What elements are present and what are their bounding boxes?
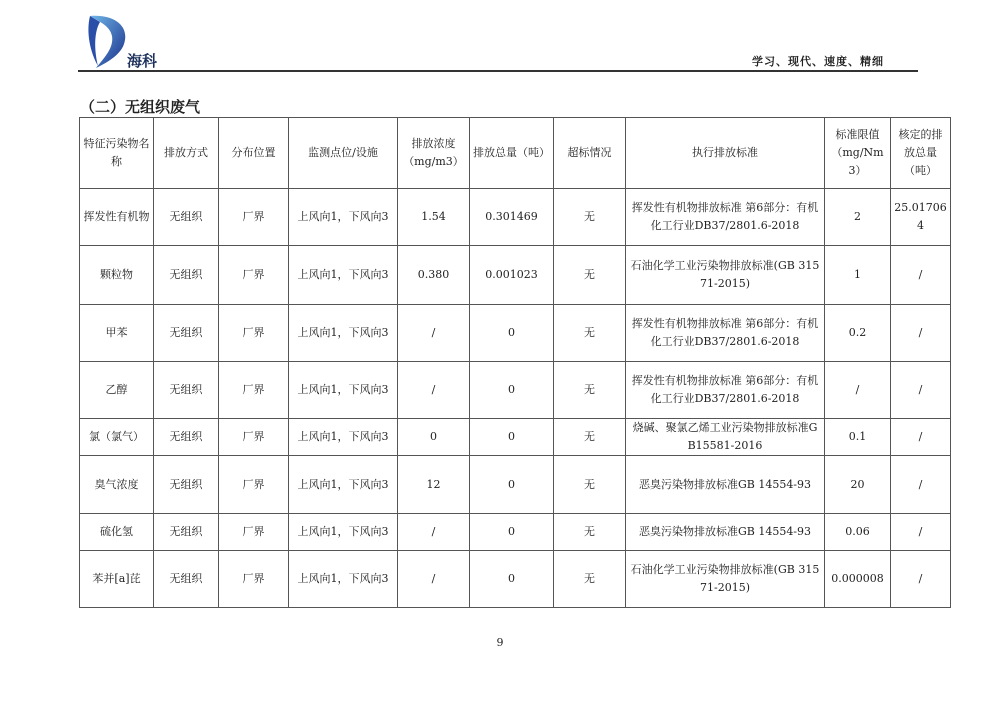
table-row: [80, 551, 951, 608]
column-header: 标准限值（mg/Nm3）: [825, 118, 891, 189]
table-cell: /: [891, 362, 951, 419]
table-cell: 上风向1，下风向3: [289, 362, 398, 419]
table-cell: 厂界: [219, 419, 289, 456]
table-cell: 无组织: [154, 246, 219, 305]
table-cell: 0.380: [398, 246, 470, 305]
table-row: [80, 514, 951, 551]
table-cell: 无组织: [154, 514, 219, 551]
table-cell: /: [398, 514, 470, 551]
column-header: 超标情况: [554, 118, 626, 189]
section-title: （二）无组织废气: [80, 98, 201, 116]
table-cell: 0: [470, 305, 554, 362]
column-header: 执行排放标准: [626, 118, 825, 189]
table-cell: 0.301469: [470, 189, 554, 246]
table-cell: 烧碱、聚氯乙烯工业污染物排放标准GB15581-2016: [626, 419, 825, 456]
table-cell: 1: [825, 246, 891, 305]
table-cell: 厂界: [219, 362, 289, 419]
header-slogan: 学习、现代、速度、精细: [752, 55, 884, 68]
column-header: 排放浓度（mg/m3）: [398, 118, 470, 189]
table-cell: 0.2: [825, 305, 891, 362]
table-cell: 石油化学工业污染物排放标准(GB 31571-2015): [626, 551, 825, 608]
table-cell: 上风向1，下风向3: [289, 189, 398, 246]
table-cell: 无组织: [154, 456, 219, 514]
table-cell: 甲苯: [80, 305, 154, 362]
header-divider: [78, 70, 918, 72]
column-header: 特征污染物名称: [80, 118, 154, 189]
table-cell: /: [398, 551, 470, 608]
table-cell: 颗粒物: [80, 246, 154, 305]
table-cell: 挥发性有机物排放标准 第6部分：有机化工行业DB37/2801.6-2018: [626, 189, 825, 246]
table-cell: 石油化学工业污染物排放标准(GB 31571-2015): [626, 246, 825, 305]
table-cell: 厂界: [219, 305, 289, 362]
table-cell: 乙醇: [80, 362, 154, 419]
table-cell: 20: [825, 456, 891, 514]
table-cell: 无组织: [154, 551, 219, 608]
column-header: 核定的排放总量（吨）: [891, 118, 951, 189]
table-cell: 厂界: [219, 456, 289, 514]
table-cell: 无: [554, 419, 626, 456]
table-cell: 2: [825, 189, 891, 246]
table-cell: 挥发性有机物: [80, 189, 154, 246]
table-cell: 厂界: [219, 551, 289, 608]
table-cell: 0: [470, 456, 554, 514]
column-header: 排放总量（吨）: [470, 118, 554, 189]
table-row: [80, 305, 951, 362]
table-header-row: [80, 118, 951, 189]
table-cell: 无: [554, 551, 626, 608]
table-cell: 恶臭污染物排放标准GB 14554-93: [626, 514, 825, 551]
table-cell: 上风向1，下风向3: [289, 456, 398, 514]
table-cell: 无: [554, 246, 626, 305]
table-cell: 0: [470, 419, 554, 456]
table-cell: 挥发性有机物排放标准 第6部分：有机化工行业DB37/2801.6-2018: [626, 305, 825, 362]
table-cell: 厂界: [219, 514, 289, 551]
column-header: 监测点位/设施: [289, 118, 398, 189]
table-row: [80, 246, 951, 305]
logo-text: 海科: [127, 52, 158, 70]
table-cell: 苯并[a]芘: [80, 551, 154, 608]
table-cell: 无: [554, 362, 626, 419]
table-cell: 上风向1，下风向3: [289, 419, 398, 456]
emissions-table: [79, 117, 951, 608]
table-row: [80, 189, 951, 246]
table-cell: 0: [470, 551, 554, 608]
table-cell: 0.000008: [825, 551, 891, 608]
table-row: [80, 419, 951, 456]
table-cell: /: [891, 514, 951, 551]
table-cell: 无: [554, 456, 626, 514]
page-number: 9: [496, 636, 504, 649]
table-cell: /: [398, 305, 470, 362]
table-row: [80, 456, 951, 514]
table-cell: 厂界: [219, 246, 289, 305]
table-cell: 1.54: [398, 189, 470, 246]
table-cell: 上风向1，下风向3: [289, 305, 398, 362]
table-cell: 无组织: [154, 305, 219, 362]
table-cell: 厂界: [219, 189, 289, 246]
table-cell: 恶臭污染物排放标准GB 14554-93: [626, 456, 825, 514]
table-cell: /: [398, 362, 470, 419]
table-cell: 0: [470, 514, 554, 551]
table-cell: 0: [398, 419, 470, 456]
table-cell: 无组织: [154, 362, 219, 419]
table-cell: /: [891, 419, 951, 456]
table-cell: 0.1: [825, 419, 891, 456]
table-cell: 挥发性有机物排放标准 第6部分：有机化工行业DB37/2801.6-2018: [626, 362, 825, 419]
column-header: 排放方式: [154, 118, 219, 189]
table-cell: 上风向1，下风向3: [289, 246, 398, 305]
table-cell: 无组织: [154, 419, 219, 456]
table-cell: 0: [470, 362, 554, 419]
table-cell: 无: [554, 514, 626, 551]
table-cell: 25.017064: [891, 189, 951, 246]
table-cell: 氯（氯气）: [80, 419, 154, 456]
table-cell: 上风向1，下风向3: [289, 551, 398, 608]
table-cell: /: [891, 246, 951, 305]
table-cell: 硫化氢: [80, 514, 154, 551]
table-cell: 无组织: [154, 189, 219, 246]
table-cell: /: [891, 551, 951, 608]
table-cell: 无: [554, 305, 626, 362]
table-cell: 12: [398, 456, 470, 514]
table-cell: 上风向1，下风向3: [289, 514, 398, 551]
table-cell: 臭气浓度: [80, 456, 154, 514]
table-cell: /: [891, 456, 951, 514]
column-header: 分布位置: [219, 118, 289, 189]
table-row: [80, 362, 951, 419]
table-cell: /: [825, 362, 891, 419]
table-cell: 0.06: [825, 514, 891, 551]
table-cell: /: [891, 305, 951, 362]
table-cell: 0.001023: [470, 246, 554, 305]
table-cell: 无: [554, 189, 626, 246]
